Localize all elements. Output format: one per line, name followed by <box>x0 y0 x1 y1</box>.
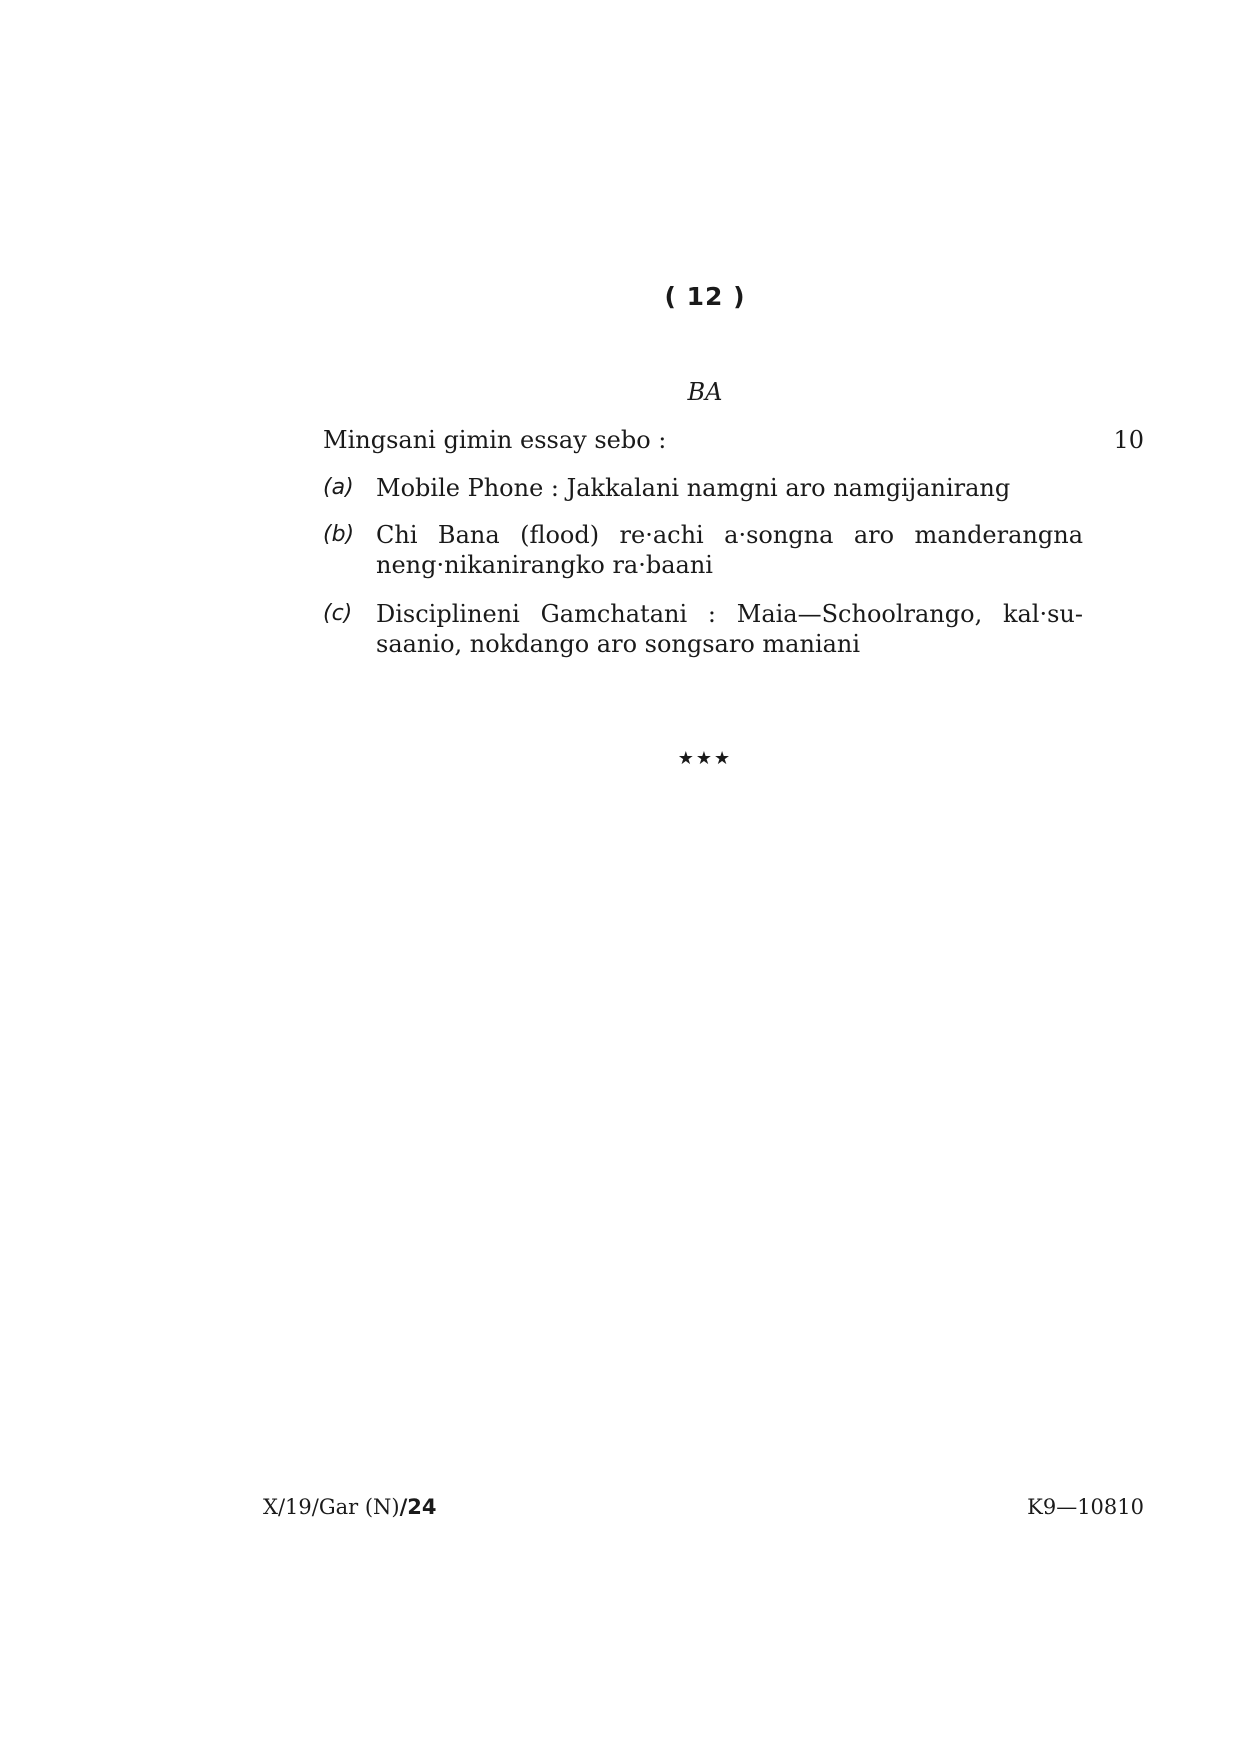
option-text: Mobile Phone : Jakkalani namgni aro namgijanirang <box>376 474 1011 502</box>
essay-option-b <box>323 520 1083 580</box>
option-text: Disciplineni Gamchatani : Maia—Schoolrango, kal·su-saanio, nokdango aro songsaro maniani <box>376 600 1083 658</box>
section-title: BA <box>687 378 723 406</box>
option-label: (a) <box>323 475 354 500</box>
option-text: Chi Bana (flood) re·achi a·songna aro manderangna neng·nikanirangko ra·baani <box>376 521 1083 579</box>
page-number: ( 12 ) <box>664 282 746 311</box>
end-stars: ★★★ <box>677 748 733 769</box>
footer-paper-code <box>263 1495 437 1519</box>
essay-option-c <box>323 599 1083 659</box>
essay-option-a <box>323 473 1083 503</box>
footer-print-code: K9—10810 <box>1027 1495 1144 1519</box>
option-label: (b) <box>323 522 355 547</box>
option-label: (c) <box>323 601 353 626</box>
footer-code-suffix: /24 <box>399 1495 437 1519</box>
question-instruction: Mingsani gimin essay sebo : <box>323 426 667 454</box>
question-marks: 10 <box>1113 426 1144 454</box>
footer-code-prefix: X/19/Gar (N) <box>263 1495 400 1519</box>
